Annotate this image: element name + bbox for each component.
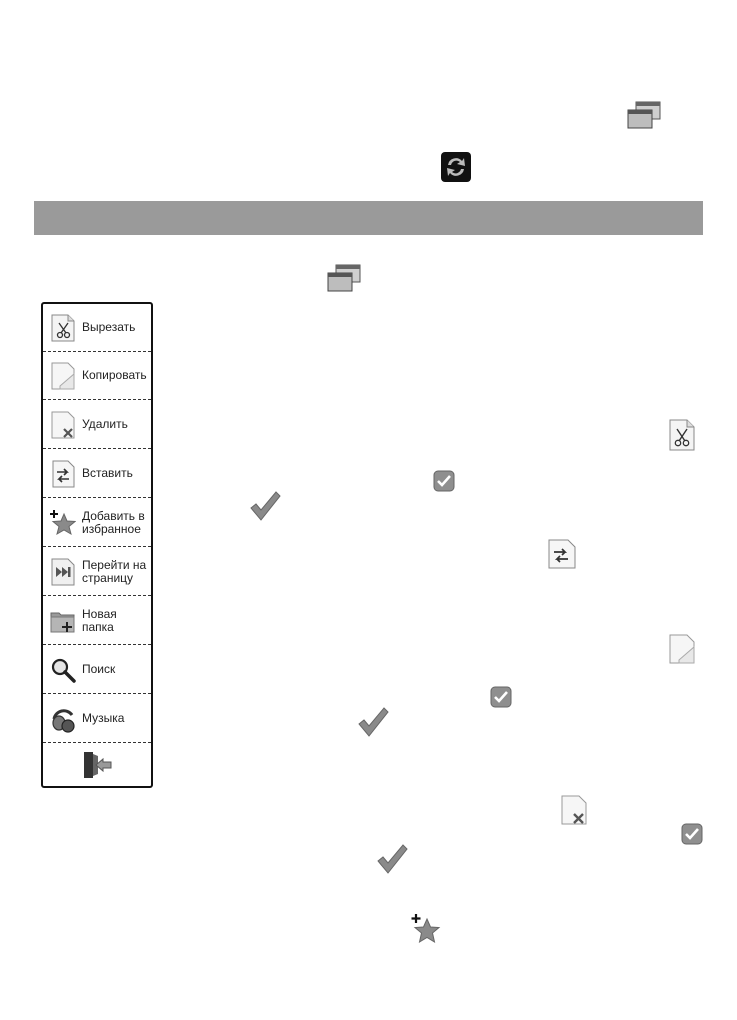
section-header-bar <box>34 201 703 235</box>
menu-item-add-favorites[interactable] <box>43 499 151 547</box>
new-folder-icon <box>50 607 76 635</box>
checkmark-icon <box>376 843 408 875</box>
menu-item-label: Новая папка <box>82 606 117 634</box>
menu-item-search[interactable] <box>43 646 151 694</box>
menu-item-label: Перейти на страницу <box>82 557 147 585</box>
goto-page-icon <box>50 558 76 586</box>
exit-door-icon <box>82 751 112 779</box>
copy-icon <box>669 634 695 664</box>
checkbox-icon <box>433 470 455 492</box>
headphones-icon <box>50 705 76 733</box>
menu-item-music[interactable] <box>43 695 151 743</box>
paste-icon <box>548 539 576 569</box>
checkmark-icon <box>357 706 389 738</box>
menu-item-label: Поиск <box>82 662 116 676</box>
windows-icon <box>327 264 361 294</box>
menu-item-label: Удалить <box>82 417 128 431</box>
menu-item-label: Вырезать <box>82 320 136 334</box>
windows-icon <box>627 101 661 131</box>
star-add-icon <box>50 509 76 537</box>
menu-item-label: Копировать <box>82 368 147 382</box>
magnifier-icon <box>50 656 76 684</box>
menu-item-goto-page[interactable] <box>43 548 151 596</box>
checkbox-icon <box>681 823 703 845</box>
menu-item-label: Добавить в избранное <box>82 508 145 536</box>
scissors-icon <box>50 314 76 342</box>
menu-item-label: Вставить <box>82 466 133 480</box>
menu-exit-button[interactable] <box>43 744 151 786</box>
context-menu <box>41 302 153 788</box>
menu-item-paste[interactable] <box>43 450 151 498</box>
star-add-icon <box>411 913 441 945</box>
scissors-icon <box>669 419 695 451</box>
delete-icon <box>561 795 587 825</box>
menu-item-copy[interactable] <box>43 352 151 400</box>
paste-icon <box>50 460 76 488</box>
checkbox-icon <box>490 686 512 708</box>
copy-icon <box>50 362 76 390</box>
menu-item-delete[interactable] <box>43 401 151 449</box>
menu-item-new-folder[interactable] <box>43 597 151 645</box>
delete-icon <box>50 411 76 439</box>
checkmark-icon <box>249 490 281 522</box>
refresh-icon <box>441 152 471 182</box>
menu-item-label: Музыка <box>82 711 125 725</box>
menu-item-cut[interactable] <box>43 304 151 352</box>
